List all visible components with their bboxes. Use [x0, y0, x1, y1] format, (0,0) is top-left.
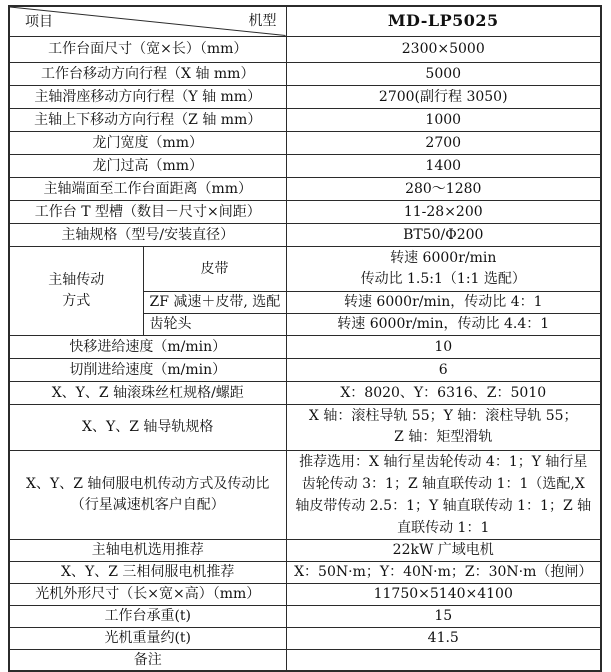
row-value: X：8020、Y：6316、Z：5010	[286, 381, 601, 404]
row-value: 41.5	[286, 627, 601, 649]
servo-drive-row	[9, 450, 601, 539]
table-row	[9, 561, 601, 583]
servo-label-line1: X、Y、Z 轴伺服电机传动方式及传动比	[26, 475, 270, 492]
row-label: X、Y、Z 三相伺服电机推荐	[9, 561, 286, 583]
row-label: 皮带	[143, 246, 286, 291]
row-value: 10	[286, 335, 601, 358]
row-label: 快移进给速度（m/min）	[9, 335, 286, 358]
row-value: 5000	[286, 62, 601, 85]
row-value: 2300×5000	[286, 36, 601, 62]
row-value: 22kW 广域电机	[286, 539, 601, 561]
row-value: 15	[286, 605, 601, 627]
header-row	[9, 6, 601, 36]
row-label: 切削进给速度（m/min）	[9, 358, 286, 381]
row-value	[286, 649, 601, 671]
row-label: 齿轮头	[143, 313, 286, 335]
header-item-label: 项目	[25, 14, 53, 30]
table-row	[9, 583, 601, 605]
table-row	[9, 335, 601, 358]
row-label: 龙门过高（mm）	[9, 154, 286, 177]
spindle-drive-group-label	[9, 246, 143, 335]
row-label: 主轴电机选用推荐	[9, 539, 286, 561]
spindle-drive-group-label-line2: 方式	[62, 292, 91, 309]
row-label: 光机重量约(t)	[9, 627, 286, 649]
row-label: X、Y、Z 轴导轨规格	[9, 404, 286, 450]
row-label: X、Y、Z 轴滚珠丝杠规格/螺距	[9, 381, 286, 404]
machine-spec-table	[8, 5, 602, 672]
spec-table-container	[8, 5, 602, 672]
table-row	[9, 36, 601, 62]
row-label: 工作台 T 型槽（数目－尺寸×间距）	[9, 200, 286, 223]
row-label: 主轴滑座移动方向行程（Y 轴 mm）	[9, 85, 286, 108]
spindle-drive-belt-row	[9, 246, 601, 291]
table-row	[9, 381, 601, 404]
row-value: BT50/Φ200	[286, 223, 601, 246]
servo-label-line2: （行星减速机客户自配）	[70, 496, 225, 513]
row-label: 主轴规格（型号/安装直径）	[9, 223, 286, 246]
table-row	[9, 154, 601, 177]
diagonal-header-cell	[9, 6, 286, 36]
table-row	[9, 223, 601, 246]
row-label	[9, 450, 286, 539]
row-value: 11750×5140×4100	[286, 583, 601, 605]
table-row	[9, 627, 601, 649]
table-row	[9, 85, 601, 108]
row-label: 备注	[9, 649, 286, 671]
row-label: 光机外形尺寸（长×宽×高）（mm）	[9, 583, 286, 605]
row-value: 1400	[286, 154, 601, 177]
row-label: 工作台承重(t)	[9, 605, 286, 627]
guide-rail-row	[9, 404, 601, 450]
row-value: 6	[286, 358, 601, 381]
belt-value-line2: 传动比 1.5:1（1:1 选配）	[360, 270, 526, 287]
guide-value-line2: Z 轴：矩型滑轨	[394, 429, 493, 445]
model-value: MD-LP5025	[286, 6, 601, 36]
row-label: 主轴端面至工作台面距离（mm）	[9, 177, 286, 200]
row-label: 龙门宽度（mm）	[9, 131, 286, 154]
table-row	[9, 131, 601, 154]
row-value	[286, 246, 601, 291]
belt-value-line1: 转速 6000r/min	[390, 249, 497, 266]
row-label: 工作台面尺寸（宽×长）（mm）	[9, 36, 286, 62]
row-label: ZF 减速＋皮带, 选配	[143, 291, 286, 313]
row-value: 11-28×200	[286, 200, 601, 223]
table-row	[9, 177, 601, 200]
row-value: 转速 6000r/min，传动比 4.4：1	[286, 313, 601, 335]
row-value	[286, 404, 601, 450]
row-value: 推荐选用：X 轴行星齿轮传动 4：1；Y 轴行星齿轮传动 3：1；Z 轴直联传动 1：1（选配,X 轴皮带传动 2.5：1；Y 轴直联传动 1：1；Z 轴直联传动 1：1	[286, 450, 601, 539]
spindle-drive-group-label-line1: 主轴传动	[48, 271, 105, 288]
row-value: 280～1280	[286, 177, 601, 200]
table-row	[9, 539, 601, 561]
table-row	[9, 358, 601, 381]
row-value: 2700(副行程 3050)	[286, 85, 601, 108]
row-label: 主轴上下移动方向行程（Z 轴 mm）	[9, 108, 286, 131]
table-row	[9, 649, 601, 671]
table-row	[9, 605, 601, 627]
header-model-label: 机型	[248, 13, 277, 29]
row-value: 1000	[286, 108, 601, 131]
row-value: X：50N·m；Y：40N·m；Z：30N·m（抱闸）	[286, 561, 601, 583]
table-row	[9, 108, 601, 131]
guide-value-line1: X 轴：滚柱导轨 55；Y 轴：滚柱导轨 55；	[308, 408, 578, 424]
row-value: 转速 6000r/min，传动比 4：1	[286, 291, 601, 313]
row-label: 工作台移动方向行程（X 轴 mm）	[9, 62, 286, 85]
table-row	[9, 200, 601, 223]
table-row	[9, 62, 601, 85]
row-value: 2700	[286, 131, 601, 154]
